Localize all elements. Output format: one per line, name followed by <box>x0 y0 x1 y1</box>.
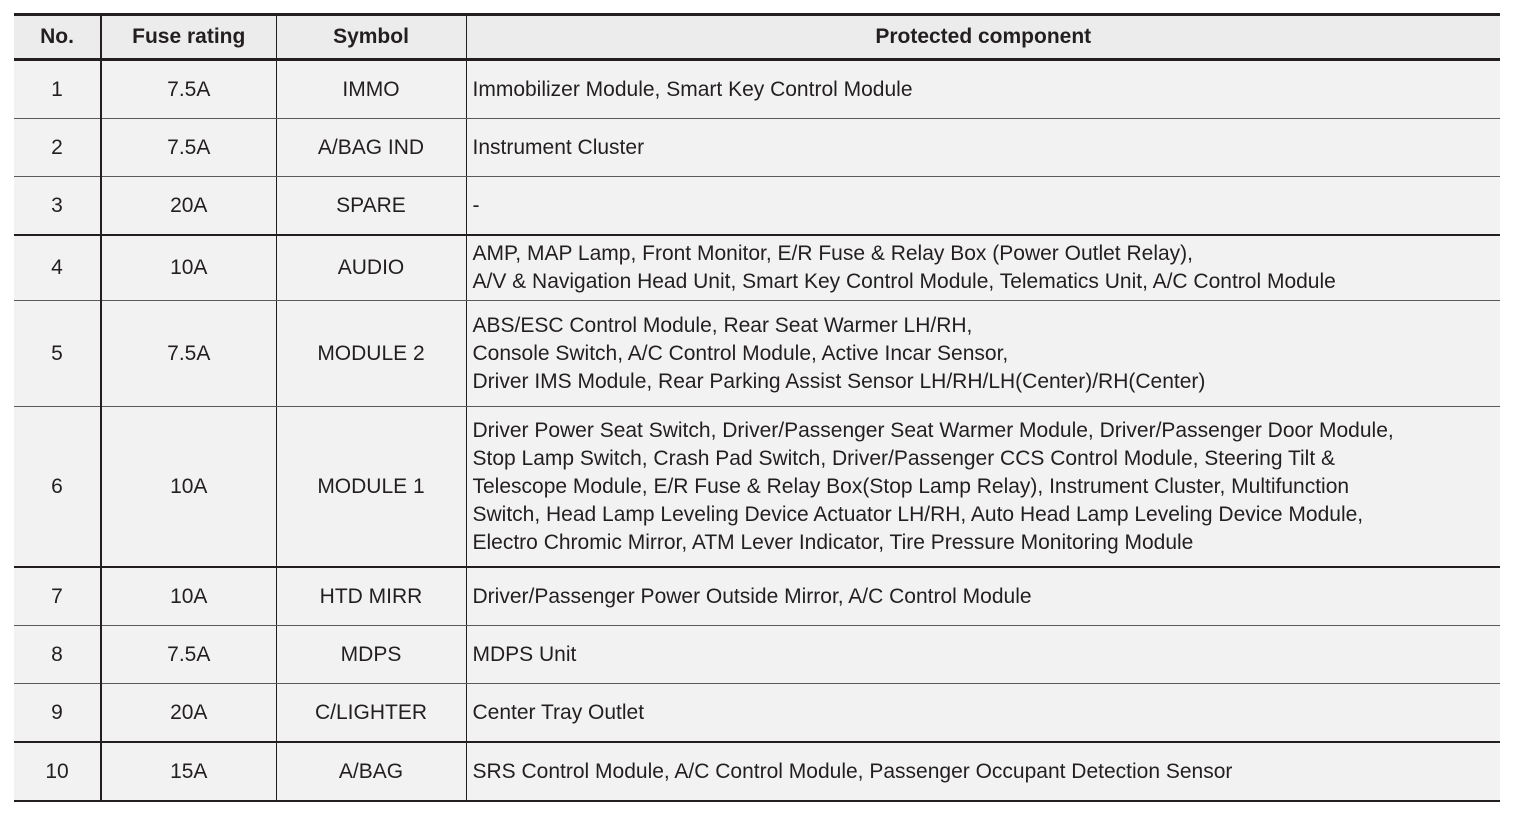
header-symbol: Symbol <box>276 15 466 60</box>
cell-fuse-rating: 7.5A <box>101 60 276 119</box>
cell-protected-component: AMP, MAP Lamp, Front Monitor, E/R Fuse & Relay Box (Power Outlet Relay), A/V & Navigation Head Unit, Smart Key Control Module, Telematics Unit, A/C Control Module <box>466 235 1500 301</box>
table-header <box>14 15 1500 60</box>
cell-fuse-rating: 7.5A <box>101 301 276 407</box>
cell-no: 5 <box>14 301 101 407</box>
cell-fuse-rating: 20A <box>101 177 276 236</box>
table-row <box>14 235 1500 301</box>
table-row <box>14 742 1500 801</box>
cell-no: 6 <box>14 407 101 568</box>
cell-symbol: IMMO <box>276 60 466 119</box>
header-protected-component: Protected component <box>466 15 1500 60</box>
table-row <box>14 684 1500 743</box>
header-fuse-rating: Fuse rating <box>101 15 276 60</box>
table-body <box>14 60 1500 802</box>
cell-fuse-rating: 10A <box>101 407 276 568</box>
cell-no: 8 <box>14 626 101 684</box>
fuse-table <box>14 13 1500 802</box>
cell-no: 4 <box>14 235 101 301</box>
cell-protected-component: ABS/ESC Control Module, Rear Seat Warmer LH/RH, Console Switch, A/C Control Module, Active Incar Sensor, Driver IMS Module, Rear Parking Assist Sensor LH/RH/LH(Center)/RH(Center) <box>466 301 1500 407</box>
cell-symbol: MODULE 1 <box>276 407 466 568</box>
cell-fuse-rating: 10A <box>101 235 276 301</box>
cell-no: 10 <box>14 742 101 801</box>
cell-symbol: HTD MIRR <box>276 567 466 626</box>
cell-protected-component: Center Tray Outlet <box>466 684 1500 743</box>
cell-fuse-rating: 10A <box>101 567 276 626</box>
cell-symbol: MODULE 2 <box>276 301 466 407</box>
cell-protected-component: SRS Control Module, A/C Control Module, Passenger Occupant Detection Sensor <box>466 742 1500 801</box>
cell-no: 1 <box>14 60 101 119</box>
cell-symbol: AUDIO <box>276 235 466 301</box>
cell-no: 7 <box>14 567 101 626</box>
table-row <box>14 626 1500 684</box>
table-row <box>14 567 1500 626</box>
cell-symbol: A/BAG IND <box>276 119 466 177</box>
cell-symbol: MDPS <box>276 626 466 684</box>
cell-protected-component: MDPS Unit <box>466 626 1500 684</box>
cell-fuse-rating: 7.5A <box>101 626 276 684</box>
cell-no: 9 <box>14 684 101 743</box>
cell-protected-component: Immobilizer Module, Smart Key Control Module <box>466 60 1500 119</box>
cell-fuse-rating: 15A <box>101 742 276 801</box>
cell-protected-component: Instrument Cluster <box>466 119 1500 177</box>
header-no: No. <box>14 15 101 60</box>
cell-protected-component: - <box>466 177 1500 236</box>
cell-symbol: C/LIGHTER <box>276 684 466 743</box>
table-row <box>14 60 1500 119</box>
cell-fuse-rating: 7.5A <box>101 119 276 177</box>
header-row <box>14 15 1500 60</box>
cell-no: 2 <box>14 119 101 177</box>
table-row <box>14 119 1500 177</box>
table-row <box>14 407 1500 568</box>
cell-no: 3 <box>14 177 101 236</box>
cell-protected-component: Driver/Passenger Power Outside Mirror, A/C Control Module <box>466 567 1500 626</box>
table-row <box>14 177 1500 236</box>
cell-symbol: SPARE <box>276 177 466 236</box>
table-row <box>14 301 1500 407</box>
cell-fuse-rating: 20A <box>101 684 276 743</box>
cell-protected-component: Driver Power Seat Switch, Driver/Passenger Seat Warmer Module, Driver/Passenger Door Module, Stop Lamp Switch, Crash Pad Switch, Driver/Passenger CCS Control Module, Steering Tilt & Telescope Module, E/R Fuse & Relay Box(Stop Lamp Relay), Instrument Cluster, Multifunction Switch, Head Lamp Leveling Device Actuator LH/RH, Auto Head Lamp Leveling Device Module, Electro Chromic Mirror, ATM Lever Indicator, Tire Pressure Monitoring Module <box>466 407 1500 568</box>
cell-symbol: A/BAG <box>276 742 466 801</box>
